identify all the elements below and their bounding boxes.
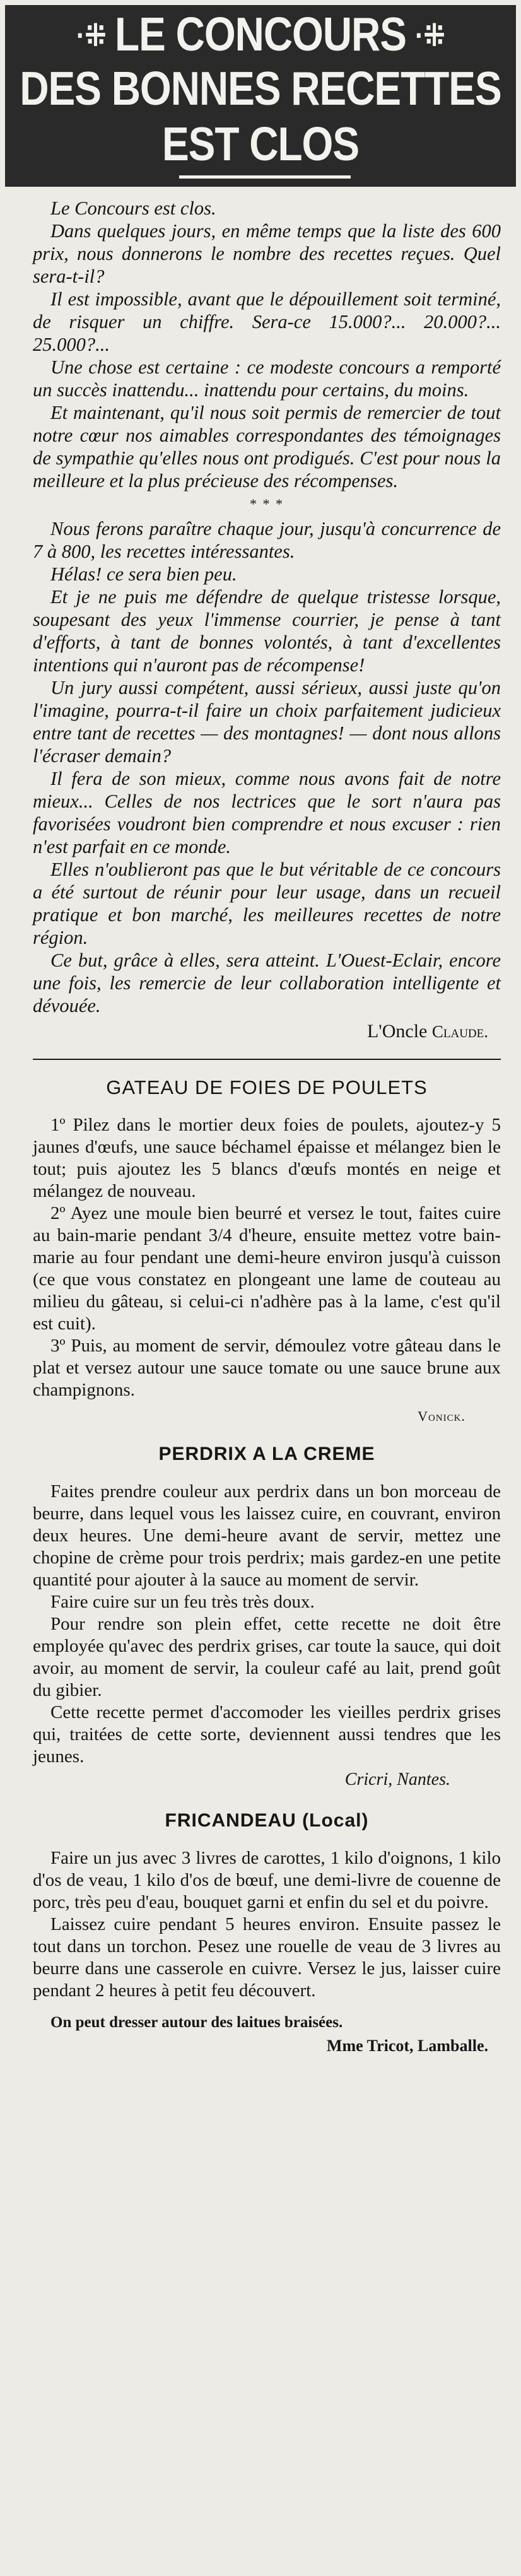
intro-section <box>33 197 501 1045</box>
headline-line-2: DES BONNES RECETTES <box>20 61 501 115</box>
ornament-left-icon: ·⁜ <box>76 18 107 53</box>
intro-paragraph: Dans quelques jours, en même temps que la liste des 600 prix, nous donnerons le nombre des recettes reçues. Quel sera-t-il? <box>33 220 501 287</box>
recipe-paragraph: Pour rendre son plein effet, cette recette ne doit être employée qu'avec des perdrix grises, car toute la sauce, qui doit avoir, au moment de servir, la couleur café au lait, prend goût du gibier. <box>33 1614 501 1700</box>
recipe-paragraph: 2º Ayez une moule bien beurré et versez le tout, faites cuire au bain-marie pendant 3/4 d'heure, ensuite mettez votre bain-marie au four pendant une demi-heure environ jusqu'à cuisson (ce que vous constatez en plongeant une lame de couteau au milieu du gâteau, si celui-ci n'adhère pas à la lame, c'est qu'il est cuit). <box>33 1203 501 1334</box>
recipe-title: FRICANDEAU (Local) <box>165 1810 369 1831</box>
recipe-section <box>33 1442 501 1792</box>
recipe-section <box>33 1808 501 2059</box>
headline-line-1: ·⁜ LE CONCOURS ·⁜ <box>76 7 445 61</box>
recipe-author: Cricri, Nantes. <box>344 1770 450 1789</box>
section-stars: * * * <box>250 496 284 512</box>
recipe-paragraph: Cette recette permet d'accomoder les vieilles perdrix grises qui, traitées de cette sorte, deviennent aussi tendres que les jeunes. <box>33 1702 501 1767</box>
intro-paragraph: Le Concours est clos. <box>50 197 216 219</box>
intro-paragraph: Nous ferons paraître chaque jour, jusqu'à concurrence de 7 à 800, les recettes intéressantes. <box>33 518 501 562</box>
recipe-paragraph: Faire cuire sur un feu très très doux. <box>50 1592 315 1612</box>
recipe-title: GATEAU DE FOIES DE POULETS <box>106 1076 428 1098</box>
article-column <box>33 197 501 2059</box>
intro-paragraph: Et je ne puis me défendre de quelque tristesse lorsque, soupesant des yeux l'immense courrier, je pense à tant d'efforts, à tant de bonnes volontés, à tant d'excellentes intentions qui n'auront pas de récompense! <box>33 586 501 676</box>
recipe-paragraph: 3º Puis, au moment de servir, démoulez votre gâteau dans le plat et versez autour une sauce tomate ou une sauce brune aux champignons. <box>33 1336 501 1400</box>
intro-paragraph: Ce but, grâce à elles, sera atteint. L'Ouest-Eclair, encore une fois, les remercie de leur collaboration intelligente et dévouée. <box>33 950 501 1016</box>
divider <box>33 1059 501 1060</box>
recipe-paragraph: 1º Pilez dans le mortier deux foies de poulets, ajoutez-y 5 jaunes d'œufs, une sauce béchamel épaisse et mélangez bien le tout; puis ajoutez les 5 blancs d'œufs montés en neige et mélangez de nouveau. <box>33 1115 501 1201</box>
recipe-paragraph: Faire un jus avec 3 livres de carottes, 1 kilo d'oignons, 1 kilo d'os de veau, 1 kilo d'os de bœuf, une demi-livre de couenne de porc, très peu d'eau, bouquet garni et enfin du sel et du poivre. <box>33 1848 501 1912</box>
recipe-title: PERDRIX A LA CREME <box>158 1444 375 1464</box>
recipe-paragraph: Laissez cuire pendant 5 heures environ. Ensuite passez le tout dans un torchon. Pesez une rouelle de veau de 3 livres au beurre dans une casserole en cuivre. Versez le jus, laisser cuire pendant 2 heures à petit feu découvert. <box>33 1914 501 2001</box>
recipe-paragraph: Faites prendre couleur aux perdrix dans un bon morceau de beurre, dans lequel vous les laissez cuire, en couvrant, environ deux heures. Une demi-heure avant de servir, mettez une chopine de crème pour trois perdrix; mais gardez-en une petite quantité pour ajouter à la sauce au moment de servir. <box>33 1481 501 1590</box>
recipe-author: Vonick. <box>418 1408 465 1424</box>
intro-paragraph: Elles n'oublieront pas que le but véritable de ce concours a été surtout de réunir pour leur usage, dans un recueil pratique et bon marché, les meilleures recettes de notre région. <box>33 859 501 948</box>
intro-paragraph: Il est impossible, avant que le dépouillement soit terminé, de risquer un chiffre. Sera-ce 15.000?... 20.000?... 25.000?... <box>33 288 501 355</box>
headline-line-3: EST CLOS <box>161 117 360 171</box>
ornament-right-icon: ·⁜ <box>414 18 445 53</box>
masthead <box>5 5 516 187</box>
intro-paragraph: Et maintenant, qu'il nous soit permis de remercier de tout notre cœur nos aimables correspondantes des témoignages de sympathie qu'elles nous ont prodigués. C'est pour nous la meilleure et la plus précieuse des récompenses. <box>33 402 501 491</box>
recipe-author: Mme Tricot, Lamballe. <box>326 2037 488 2055</box>
intro-paragraph: Hélas! ce sera bien peu. <box>50 563 237 585</box>
intro-paragraph: Une chose est certaine : ce modeste concours a remporté un succès inattendu... inattendu pour certains, du moins. <box>33 356 501 401</box>
intro-paragraph: Un jury aussi compétent, aussi sérieux, aussi juste qu'on l'imagine, pourra-t-il faire un choix parfaitement judicieux entre tant de recettes — des montagnes! — dont nous allons l'écraser demain? <box>33 677 501 767</box>
recipe-section <box>33 1075 501 1429</box>
intro-paragraph: Il fera de son mieux, comme nous avons fait de notre mieux... Celles de nos lectrices que le sort n'aura pas favorisées voudront bien comprendre et nous excuser : rien n'est parfait en ce monde. <box>33 768 501 857</box>
headline-underline <box>179 175 351 179</box>
signature: L'Oncle Claude. <box>366 1021 488 1042</box>
recipe-note: On peut dresser autour des laitues braisées. <box>50 2014 343 2031</box>
